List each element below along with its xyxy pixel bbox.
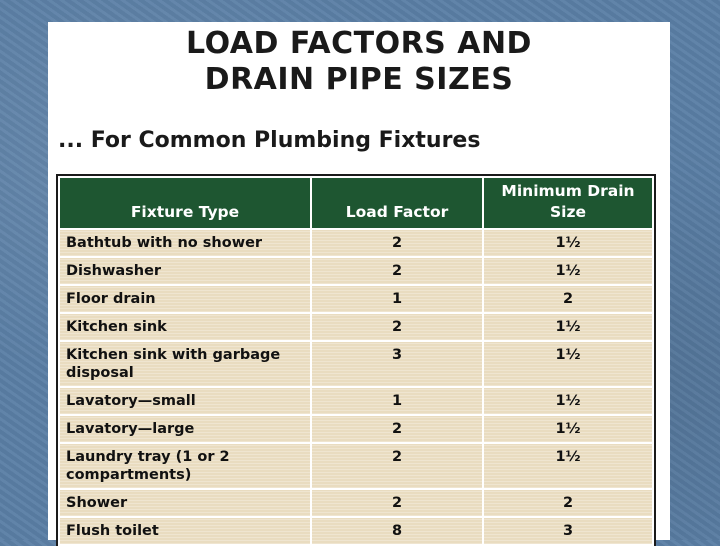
slide-subtitle: ... For Common Plumbing Fixtures: [58, 128, 481, 153]
drain-size-cell: 1½: [483, 257, 653, 285]
table-row: [59, 285, 653, 313]
table-row: [59, 489, 653, 517]
fixture-cell: Kitchen sink with garbage disposal: [59, 341, 311, 387]
drain-size-cell: 1½: [483, 443, 653, 489]
table-row: [59, 443, 653, 489]
header-fixture-type: Fixture Type: [59, 177, 311, 229]
fixture-cell: Shower: [59, 489, 311, 517]
title-line-1: LOAD FACTORS AND: [186, 26, 532, 61]
load-factor-cell: 1: [311, 285, 483, 313]
table-row: [59, 313, 653, 341]
table-row: [59, 387, 653, 415]
fixture-cell: Dishwasher: [59, 257, 311, 285]
slide-title: [48, 26, 670, 98]
table-row: [59, 415, 653, 443]
title-line-2: DRAIN PIPE SIZES: [204, 62, 514, 97]
fixture-cell: Bathtub with no shower: [59, 229, 311, 257]
table-row: [59, 341, 653, 387]
drain-size-cell: 1½: [483, 415, 653, 443]
load-factor-cell: 3: [311, 341, 483, 387]
fixture-cell: Lavatory—small: [59, 387, 311, 415]
drain-size-cell: 2: [483, 285, 653, 313]
table-header-row: [59, 177, 653, 229]
drain-size-cell: 3: [483, 517, 653, 545]
load-factor-cell: 2: [311, 415, 483, 443]
fixture-cell: Flush toilet: [59, 517, 311, 545]
drain-size-cell: 2: [483, 489, 653, 517]
fixture-table: [58, 176, 654, 546]
drain-size-cell: 1½: [483, 341, 653, 387]
load-factor-cell: 2: [311, 257, 483, 285]
slide-canvas: [48, 22, 670, 540]
table-row: [59, 517, 653, 545]
fixture-cell: Floor drain: [59, 285, 311, 313]
fixture-cell: Kitchen sink: [59, 313, 311, 341]
fixture-cell: Laundry tray (1 or 2 compartments): [59, 443, 311, 489]
header-load-factor: Load Factor: [311, 177, 483, 229]
drain-size-cell: 1½: [483, 229, 653, 257]
load-factor-cell: 2: [311, 313, 483, 341]
table-row: [59, 229, 653, 257]
header-minimum-drain-size: Minimum Drain Size: [483, 177, 653, 229]
fixture-cell: Lavatory—large: [59, 415, 311, 443]
load-factor-cell: 1: [311, 387, 483, 415]
drain-size-cell: 1½: [483, 313, 653, 341]
drain-size-cell: 1½: [483, 387, 653, 415]
load-factor-cell: 2: [311, 229, 483, 257]
load-factor-cell: 2: [311, 443, 483, 489]
table-row: [59, 257, 653, 285]
load-factor-cell: 8: [311, 517, 483, 545]
load-factor-cell: 2: [311, 489, 483, 517]
